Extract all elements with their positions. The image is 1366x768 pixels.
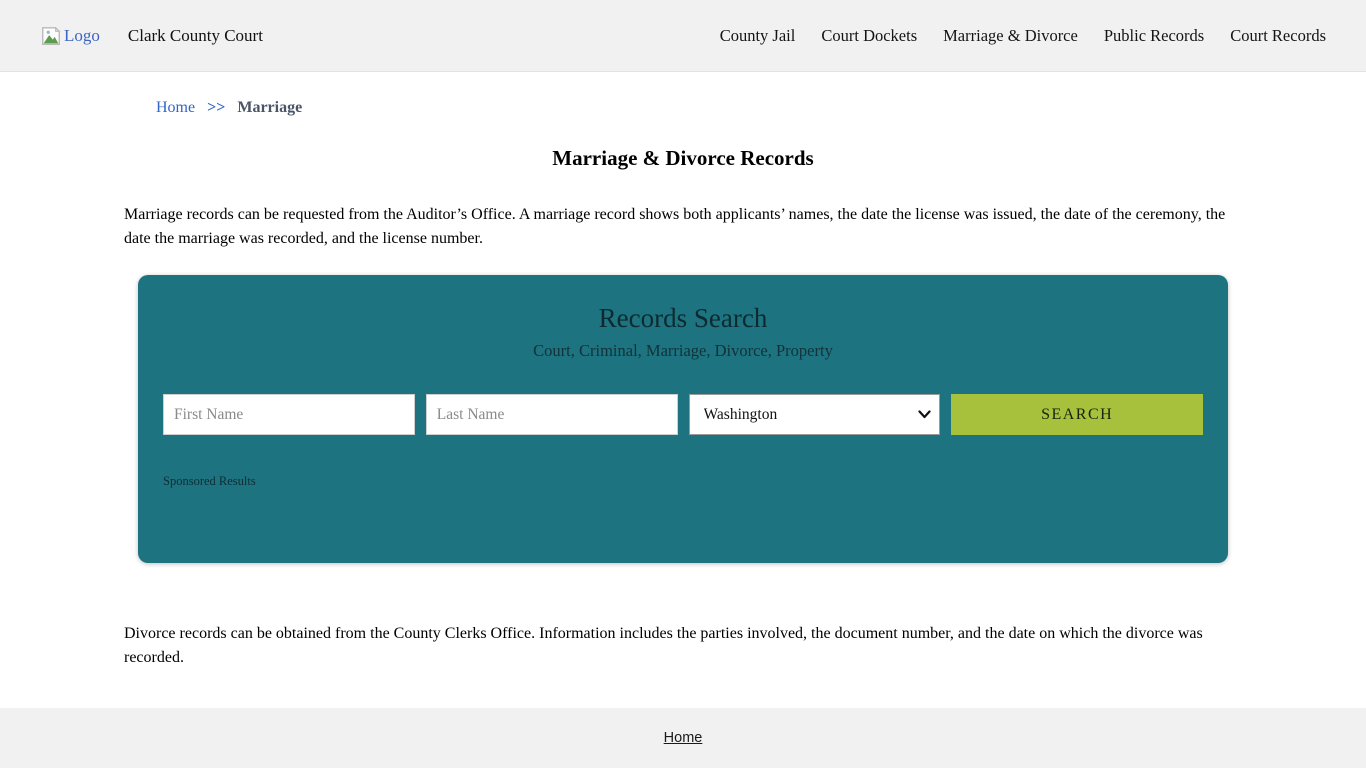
logo-alt-text: Logo [64, 25, 100, 45]
records-search-title: Records Search [598, 303, 768, 333]
nav-item-court-dockets[interactable]: Court Dockets [821, 25, 918, 45]
records-search-subtitle: Court, Criminal, Marriage, Divorce, Property [533, 341, 833, 360]
breadcrumb-separator: >> [207, 99, 226, 116]
last-name-input[interactable] [426, 394, 678, 435]
state-select-wrap [689, 394, 941, 435]
breadcrumb-home-link[interactable]: Home [156, 99, 196, 116]
divorce-paragraph: Divorce records can be obtained from the County Clerks Office. Information includes the parties involved, the document number, and the date on which the divorce was recorded. [124, 625, 1203, 666]
breadcrumb [124, 72, 1242, 117]
nav-item-public-records[interactable]: Public Records [1103, 25, 1205, 45]
breadcrumb-current: Marriage [237, 99, 303, 116]
nav-item-county-jail[interactable]: County Jail [719, 25, 796, 45]
sponsored-results-label: Sponsored Results [163, 474, 256, 488]
page-title: Marriage & Divorce Records [552, 146, 814, 170]
header [0, 0, 1366, 72]
footer [0, 708, 1366, 768]
brand[interactable] [40, 25, 263, 47]
nav-item-court-records[interactable]: Court Records [1230, 25, 1326, 45]
site-title: Clark County Court [127, 25, 263, 45]
broken-image-icon [40, 25, 62, 47]
records-search-panel [138, 275, 1228, 563]
nav-item-marriage-divorce[interactable]: Marriage & Divorce [943, 25, 1078, 45]
search-button[interactable]: SEARCH [951, 394, 1203, 435]
main-content [124, 72, 1242, 670]
state-select[interactable] [689, 394, 941, 435]
footer-home-link[interactable]: Home [663, 730, 703, 746]
first-name-input[interactable] [163, 394, 415, 435]
main-nav [720, 26, 1326, 46]
marriage-paragraph: Marriage records can be requested from the Auditor’s Office. A marriage record shows both applicants’ names, the date the license was issued, the date of the ceremony, the date the marriage was recorded, and the license number. [124, 206, 1226, 247]
records-search-form [163, 394, 1203, 435]
broken-logo-image [40, 25, 100, 47]
